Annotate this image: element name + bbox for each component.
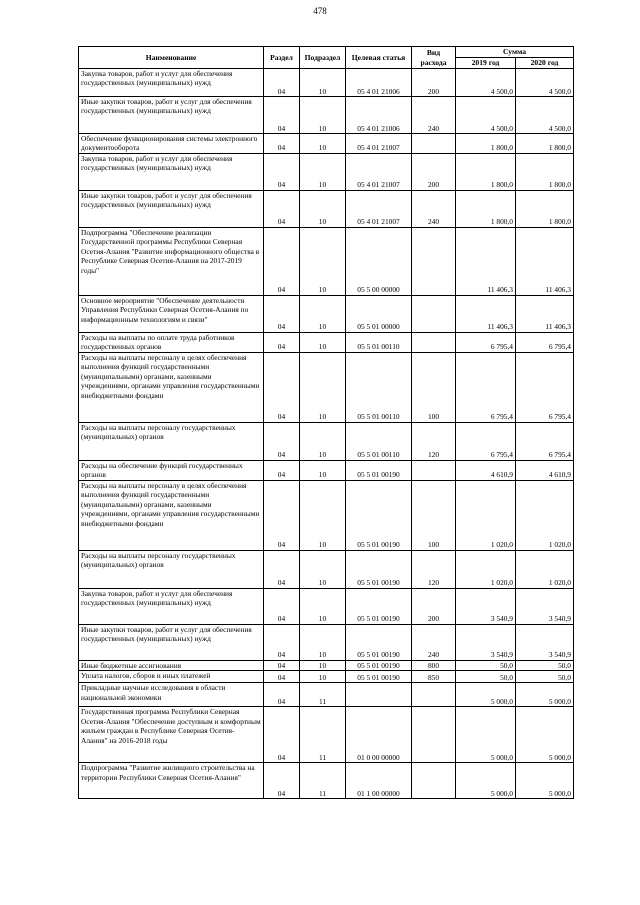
row-target: 05 5 01 00110	[346, 352, 412, 422]
row-sum-2019: 6 795,4	[456, 422, 516, 460]
row-expense-type: 120	[412, 550, 456, 588]
header-year-2020: 2020 год	[516, 58, 574, 69]
budget-table	[78, 46, 574, 799]
row-subsection: 10	[300, 69, 346, 97]
row-subsection: 10	[300, 550, 346, 588]
row-section: 04	[264, 69, 300, 97]
row-section: 04	[264, 460, 300, 480]
row-target: 05 5 01 00190	[346, 550, 412, 588]
row-section: 04	[264, 707, 300, 763]
row-sum-2020: 6 795,4	[516, 422, 574, 460]
row-expense-type: 850	[412, 671, 456, 683]
row-expense-type	[412, 295, 456, 332]
row-subsection: 11	[300, 763, 346, 799]
row-sum-2020: 1 800,0	[516, 153, 574, 190]
row-expense-type: 800	[412, 660, 456, 670]
row-name: Подпрограмма "Обеспечение реализации Государственной программы Республики Северная Осетия-Алания "Развитие информационного общества в Республике Северная Осетия-Алания на 2017-2019 годы"	[79, 227, 264, 295]
row-name: Закупка товаров, работ и услуг для обеспечения государственных (муниципальных) нужд	[79, 153, 264, 190]
row-subsection: 10	[300, 190, 346, 227]
row-target: 05 4 01 21007	[346, 134, 412, 154]
row-section: 04	[264, 660, 300, 670]
row-expense-type: 100	[412, 480, 456, 550]
row-sum-2019: 1 020,0	[456, 480, 516, 550]
row-expense-type	[412, 227, 456, 295]
row-sum-2019: 1 800,0	[456, 153, 516, 190]
row-expense-type	[412, 707, 456, 763]
row-subsection: 11	[300, 683, 346, 707]
row-sum-2019: 3 540,9	[456, 588, 516, 624]
row-subsection: 10	[300, 660, 346, 670]
row-target: 05 5 01 00190	[346, 460, 412, 480]
row-sum-2020: 4 500,0	[516, 97, 574, 134]
row-target: 05 5 01 00190	[346, 671, 412, 683]
table-row	[79, 624, 574, 660]
row-subsection: 10	[300, 352, 346, 422]
row-section: 04	[264, 97, 300, 134]
row-target: 05 5 01 00190	[346, 480, 412, 550]
row-sum-2019: 6 795,4	[456, 332, 516, 352]
header-section: Раздел	[264, 47, 300, 69]
row-section: 04	[264, 480, 300, 550]
row-target: 01 0 00 00000	[346, 707, 412, 763]
row-sum-2020: 6 795,4	[516, 332, 574, 352]
row-section: 04	[264, 332, 300, 352]
row-target: 05 4 01 21007	[346, 190, 412, 227]
row-name: Обеспечение функционирования системы электронного документооборота	[79, 134, 264, 154]
row-subsection: 10	[300, 480, 346, 550]
table-row	[79, 295, 574, 332]
row-name: Расходы на выплаты по оплате труда работников государственных органов	[79, 332, 264, 352]
table-row	[79, 707, 574, 763]
row-sum-2019: 5 000,0	[456, 683, 516, 707]
row-sum-2019: 11 406,3	[456, 295, 516, 332]
row-target: 05 4 01 21006	[346, 97, 412, 134]
row-sum-2019: 1 800,0	[456, 190, 516, 227]
row-target: 05 5 01 00000	[346, 295, 412, 332]
row-sum-2020: 5 000,0	[516, 763, 574, 799]
table-row	[79, 97, 574, 134]
row-sum-2020: 1 020,0	[516, 550, 574, 588]
header-subsection: Подраздел	[300, 47, 346, 69]
row-section: 04	[264, 134, 300, 154]
row-sum-2020: 50,0	[516, 671, 574, 683]
row-target: 05 5 01 00190	[346, 660, 412, 670]
row-name: Закупка товаров, работ и услуг для обеспечения государственных (муниципальных) нужд	[79, 588, 264, 624]
row-section: 04	[264, 295, 300, 332]
row-name: Расходы на обеспечение функций государственных органов	[79, 460, 264, 480]
row-name: Иные закупки товаров, работ и услуг для обеспечения государственных (муниципальных) нужд	[79, 624, 264, 660]
row-section: 04	[264, 227, 300, 295]
header-name: Наименование	[79, 47, 264, 69]
row-subsection: 10	[300, 134, 346, 154]
row-sum-2020: 5 000,0	[516, 707, 574, 763]
row-expense-type: 200	[412, 588, 456, 624]
row-target: 01 1 00 00000	[346, 763, 412, 799]
row-expense-type	[412, 683, 456, 707]
row-expense-type: 240	[412, 624, 456, 660]
row-sum-2019: 50,0	[456, 660, 516, 670]
row-sum-2019: 4 500,0	[456, 69, 516, 97]
row-subsection: 10	[300, 332, 346, 352]
row-target: 05 5 01 00190	[346, 588, 412, 624]
row-name: Расходы на выплаты персоналу в целях обеспечения выполнения функций государственными (муниципальными) органами, казенными учреждениями, органами управления государственными внебюджетными фондами	[79, 352, 264, 422]
row-target	[346, 683, 412, 707]
row-expense-type	[412, 460, 456, 480]
row-target: 05 5 01 00110	[346, 332, 412, 352]
row-sum-2019: 1 020,0	[456, 550, 516, 588]
row-expense-type: 240	[412, 97, 456, 134]
table-row	[79, 69, 574, 97]
table-row	[79, 190, 574, 227]
row-expense-type	[412, 763, 456, 799]
row-subsection: 10	[300, 671, 346, 683]
row-section: 04	[264, 550, 300, 588]
table-body	[79, 69, 574, 799]
row-expense-type: 120	[412, 422, 456, 460]
row-expense-type: 200	[412, 153, 456, 190]
row-sum-2020: 11 406,3	[516, 227, 574, 295]
row-sum-2020: 4 500,0	[516, 69, 574, 97]
table-row	[79, 332, 574, 352]
row-sum-2019: 4 610,9	[456, 460, 516, 480]
row-sum-2019: 4 500,0	[456, 97, 516, 134]
row-sum-2020: 1 020,0	[516, 480, 574, 550]
row-sum-2019: 5 000,0	[456, 707, 516, 763]
row-sum-2019: 6 795,4	[456, 352, 516, 422]
row-expense-type: 200	[412, 69, 456, 97]
row-sum-2019: 3 540,9	[456, 624, 516, 660]
row-section: 04	[264, 624, 300, 660]
row-subsection: 10	[300, 624, 346, 660]
row-expense-type: 240	[412, 190, 456, 227]
row-section: 04	[264, 352, 300, 422]
row-sum-2020: 6 795,4	[516, 352, 574, 422]
header-year-2019: 2019 год	[456, 58, 516, 69]
table-row	[79, 460, 574, 480]
header-target: Целевая статья	[346, 47, 412, 69]
table-row	[79, 153, 574, 190]
row-sum-2020: 3 540,9	[516, 588, 574, 624]
row-subsection: 10	[300, 422, 346, 460]
row-sum-2020: 50,0	[516, 660, 574, 670]
row-sum-2019: 1 800,0	[456, 134, 516, 154]
row-name: Основное мероприятие "Обеспечение деятельности Управления Республики Северная Осетия-Алания по информационным технологиям и связи"	[79, 295, 264, 332]
row-sum-2020: 11 406,3	[516, 295, 574, 332]
row-name: Закупка товаров, работ и услуг для обеспечения государственных (муниципальных) нужд	[79, 69, 264, 97]
row-sum-2019: 50,0	[456, 671, 516, 683]
row-name: Государственная программа Республики Северная Осетия-Алания "Обеспечение доступным и комфортным жильем граждан в Республике Северная Осетия-Алания" на 2016-2018 годы	[79, 707, 264, 763]
row-subsection: 10	[300, 227, 346, 295]
table-row	[79, 352, 574, 422]
row-expense-type: 100	[412, 352, 456, 422]
row-target: 05 5 01 00110	[346, 422, 412, 460]
row-name: Подпрограмма "Развитие жилищного строительства на территории Республики Северная Осетия-Алания"	[79, 763, 264, 799]
row-name: Иные закупки товаров, работ и услуг для обеспечения государственных (муниципальных) нужд	[79, 190, 264, 227]
row-sum-2019: 5 000,0	[456, 763, 516, 799]
row-section: 04	[264, 763, 300, 799]
row-expense-type	[412, 332, 456, 352]
row-subsection: 10	[300, 295, 346, 332]
row-target: 05 5 00 00000	[346, 227, 412, 295]
row-subsection: 11	[300, 707, 346, 763]
row-expense-type	[412, 134, 456, 154]
row-name: Расходы на выплаты персоналу государственных (муниципальных) органов	[79, 422, 264, 460]
row-target: 05 4 01 21007	[346, 153, 412, 190]
row-name: Иные бюджетные ассигнования	[79, 660, 264, 670]
row-subsection: 10	[300, 460, 346, 480]
row-name: Расходы на выплаты персоналу государственных (муниципальных) органов	[79, 550, 264, 588]
row-sum-2020: 1 800,0	[516, 134, 574, 154]
row-section: 04	[264, 671, 300, 683]
table-row	[79, 683, 574, 707]
table-row	[79, 588, 574, 624]
table-row	[79, 227, 574, 295]
row-target: 05 5 01 00190	[346, 624, 412, 660]
row-section: 04	[264, 153, 300, 190]
row-sum-2020: 1 800,0	[516, 190, 574, 227]
row-sum-2020: 5 000,0	[516, 683, 574, 707]
table-row	[79, 763, 574, 799]
row-name: Иные закупки товаров, работ и услуг для обеспечения государственных (муниципальных) нужд	[79, 97, 264, 134]
row-name: Уплата налогов, сборов и иных платежей	[79, 671, 264, 683]
header-expense-type: Вид расхода	[412, 47, 456, 69]
row-subsection: 10	[300, 97, 346, 134]
row-section: 04	[264, 190, 300, 227]
table-row	[79, 480, 574, 550]
header-sum: Сумма	[456, 47, 574, 58]
row-section: 04	[264, 422, 300, 460]
table-row	[79, 671, 574, 683]
row-name: Расходы на выплаты персоналу в целях обеспечения выполнения функций государственными (муниципальными) органами, казенными учреждениями, органами управления государственными внебюджетными фондами	[79, 480, 264, 550]
row-section: 04	[264, 588, 300, 624]
row-subsection: 10	[300, 588, 346, 624]
row-sum-2020: 4 610,9	[516, 460, 574, 480]
page-number: 478	[313, 6, 327, 16]
row-section: 04	[264, 683, 300, 707]
row-target: 05 4 01 21006	[346, 69, 412, 97]
table-row	[79, 550, 574, 588]
row-subsection: 10	[300, 153, 346, 190]
row-sum-2020: 3 540,9	[516, 624, 574, 660]
row-name: Прикладные научные исследования в области национальной экономики	[79, 683, 264, 707]
table-row	[79, 422, 574, 460]
row-sum-2019: 11 406,3	[456, 227, 516, 295]
table-row	[79, 134, 574, 154]
table-row	[79, 660, 574, 670]
